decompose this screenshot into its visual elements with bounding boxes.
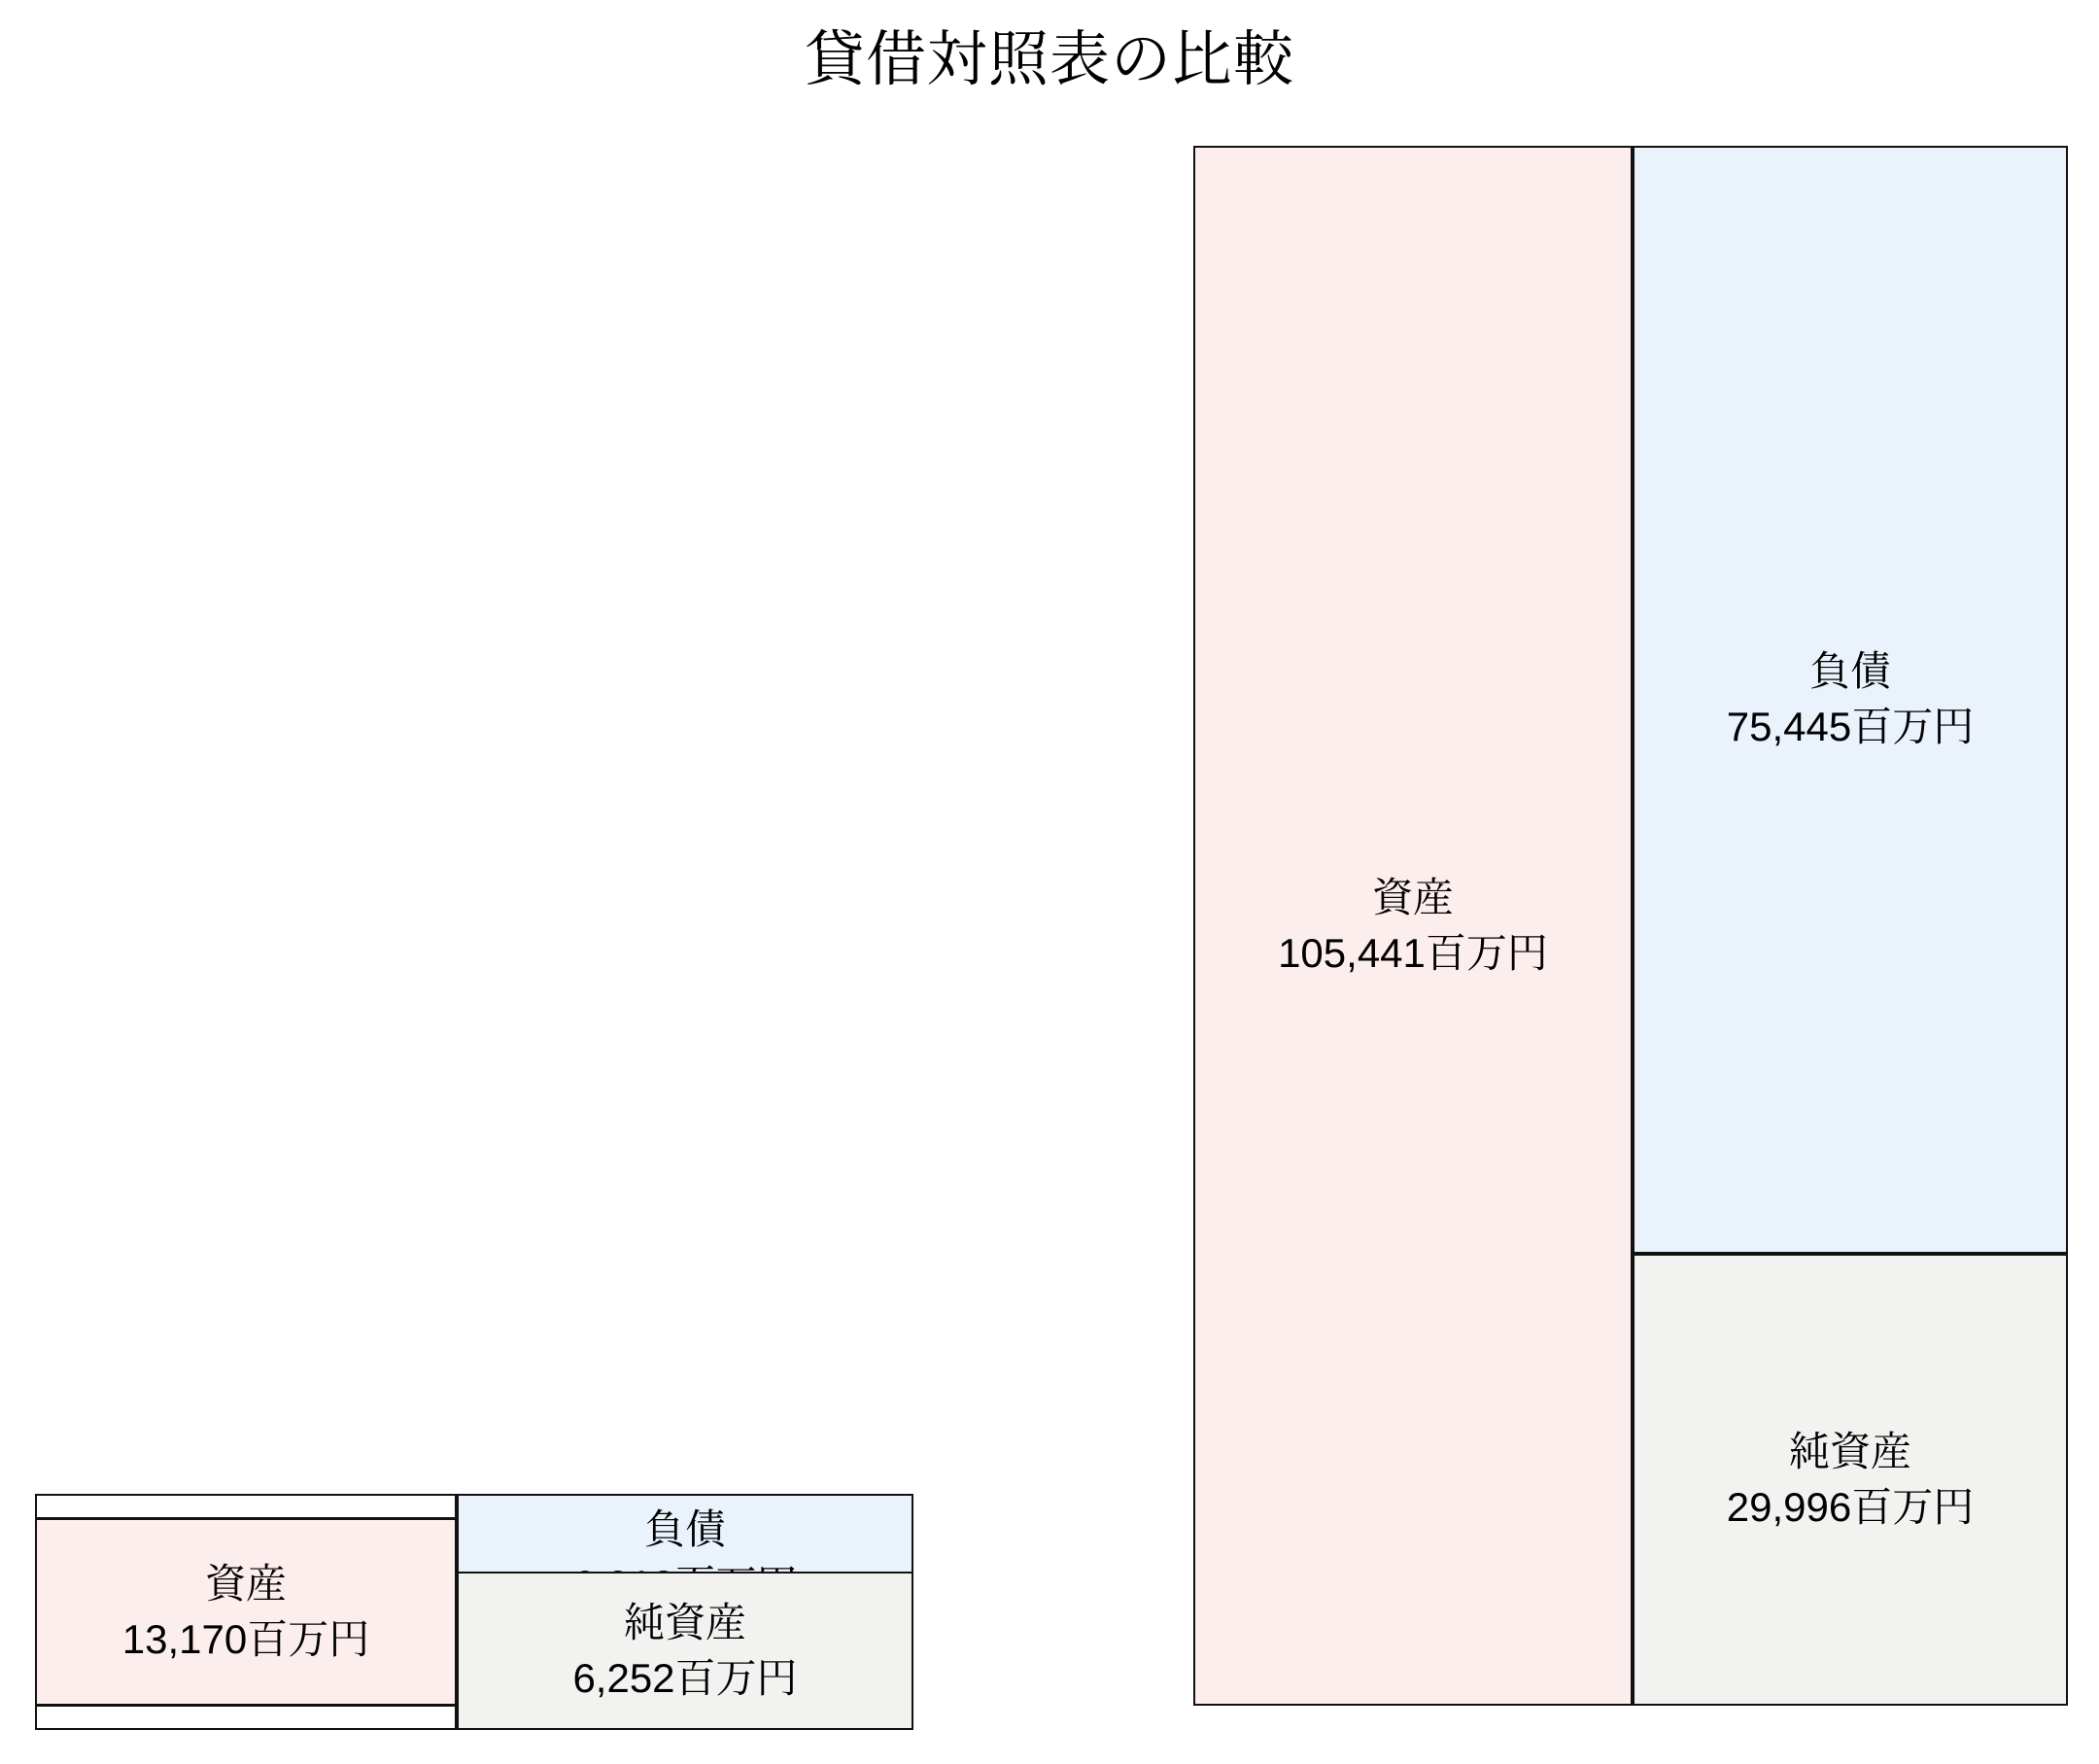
- left-assets-name: 資産: [204, 1560, 287, 1607]
- right-liabilities-label: [1727, 644, 1974, 754]
- right-liabilities-name: 負債: [1808, 648, 1891, 695]
- right-equity-box: [1633, 1254, 2068, 1706]
- left-outer-top-spacer: [35, 1494, 457, 1519]
- right-assets-amount: 105,441百万円: [1278, 929, 1548, 976]
- right-liabilities-amount: 75,445百万円: [1726, 704, 1975, 749]
- left-equity-name: 純資産: [623, 1599, 746, 1645]
- right-liabilities-box: [1633, 146, 2068, 1254]
- left-assets-label: [122, 1557, 369, 1667]
- left-equity-box: [457, 1572, 913, 1730]
- right-equity-name: 純資産: [1788, 1428, 1911, 1474]
- right-assets-name: 資産: [1371, 874, 1454, 920]
- left-equity-amount: 6,252百万円: [572, 1654, 798, 1701]
- right-equity-amount: 29,996百万円: [1726, 1483, 1975, 1530]
- right-assets-label: [1278, 871, 1548, 981]
- left-liabilities-name: 負債: [643, 1506, 726, 1553]
- left-assets-amount: 13,170百万円: [121, 1615, 370, 1662]
- chart-title: 貸借対照表の比較: [804, 26, 1294, 93]
- right-assets-box: [1193, 146, 1633, 1706]
- left-outer-bottom-spacer: [35, 1705, 457, 1730]
- right-equity-label: [1727, 1425, 1974, 1535]
- left-assets-box: [35, 1518, 457, 1706]
- left-equity-label: [572, 1596, 797, 1706]
